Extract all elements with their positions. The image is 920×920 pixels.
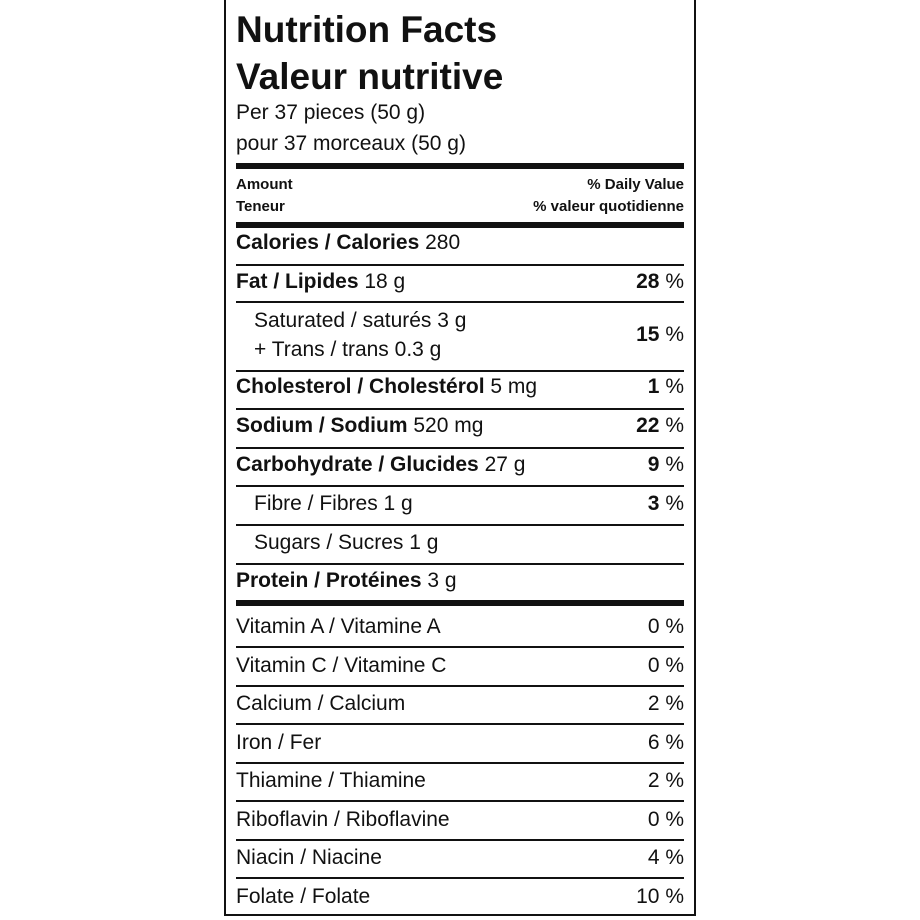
daily-value-header-french: % valeur quotidienne xyxy=(533,198,684,215)
divider xyxy=(236,646,684,648)
saturated-label: Saturated / saturés 3 g xyxy=(254,309,467,332)
folate-daily-value: 10 % xyxy=(636,885,684,908)
divider xyxy=(236,408,684,410)
amount-header-english: Amount xyxy=(236,176,293,193)
divider xyxy=(236,563,684,565)
fibre-label: Fibre / Fibres 1 g xyxy=(254,492,413,515)
riboflavin-daily-value: 0 % xyxy=(647,808,684,831)
fibre-daily-value: 3 % xyxy=(647,492,684,515)
thiamine-daily-value: 2 % xyxy=(647,769,684,792)
divider-thick xyxy=(236,222,684,228)
fat-label: Fat / Lipides 18 g xyxy=(236,270,406,293)
divider xyxy=(236,685,684,687)
calcium-daily-value: 2 % xyxy=(647,692,684,715)
divider xyxy=(236,485,684,487)
title-english: Nutrition Facts xyxy=(236,9,498,50)
calcium-label: Calcium / Calcium xyxy=(236,692,406,715)
serving-size-english: Per 37 pieces (50 g) xyxy=(236,101,426,124)
divider xyxy=(236,800,684,802)
sugars-label: Sugars / Sucres 1 g xyxy=(254,531,439,554)
daily-value-header-english: % Daily Value xyxy=(587,176,684,193)
folate-label: Folate / Folate xyxy=(236,885,371,908)
vitamin-c-daily-value: 0 % xyxy=(647,654,684,677)
serving-size-french: pour 37 morceaux (50 g) xyxy=(236,132,466,155)
amount-header-french: Teneur xyxy=(236,198,285,215)
iron-daily-value: 6 % xyxy=(647,731,684,754)
sodium-daily-value: 22 % xyxy=(636,414,684,437)
title-french: Valeur nutritive xyxy=(236,56,504,97)
riboflavin-label: Riboflavin / Riboflavine xyxy=(236,808,450,831)
carbohydrate-daily-value: 9 % xyxy=(647,453,684,476)
vitamin-a-daily-value: 0 % xyxy=(647,615,684,638)
cholesterol-label: Cholesterol / Cholestérol 5 mg xyxy=(236,375,538,398)
cholesterol-daily-value: 1 % xyxy=(647,375,684,398)
saturated-trans-daily-value: 15 % xyxy=(636,323,684,346)
calories-label: Calories / Calories 280 xyxy=(236,231,461,254)
iron-label: Iron / Fer xyxy=(236,731,322,754)
niacin-daily-value: 4 % xyxy=(647,846,684,869)
vitamin-c-label: Vitamin C / Vitamine C xyxy=(236,654,447,677)
divider xyxy=(236,723,684,725)
divider xyxy=(236,524,684,526)
fat-daily-value: 28 % xyxy=(636,270,684,293)
divider xyxy=(236,762,684,764)
divider xyxy=(236,264,684,266)
divider xyxy=(236,301,684,303)
protein-label: Protein / Protéines 3 g xyxy=(236,569,457,592)
thiamine-label: Thiamine / Thiamine xyxy=(236,769,426,792)
divider xyxy=(236,839,684,841)
divider xyxy=(236,877,684,879)
sodium-label: Sodium / Sodium 520 mg xyxy=(236,414,484,437)
nutrition-facts-panel xyxy=(224,0,696,916)
divider xyxy=(236,447,684,449)
carbohydrate-label: Carbohydrate / Glucides 27 g xyxy=(236,453,526,476)
vitamin-a-label: Vitamin A / Vitamine A xyxy=(236,615,441,638)
divider-thick xyxy=(236,163,684,169)
divider-thick xyxy=(236,600,684,606)
niacin-label: Niacin / Niacine xyxy=(236,846,382,869)
trans-label: + Trans / trans 0.3 g xyxy=(254,338,442,361)
divider xyxy=(236,370,684,372)
